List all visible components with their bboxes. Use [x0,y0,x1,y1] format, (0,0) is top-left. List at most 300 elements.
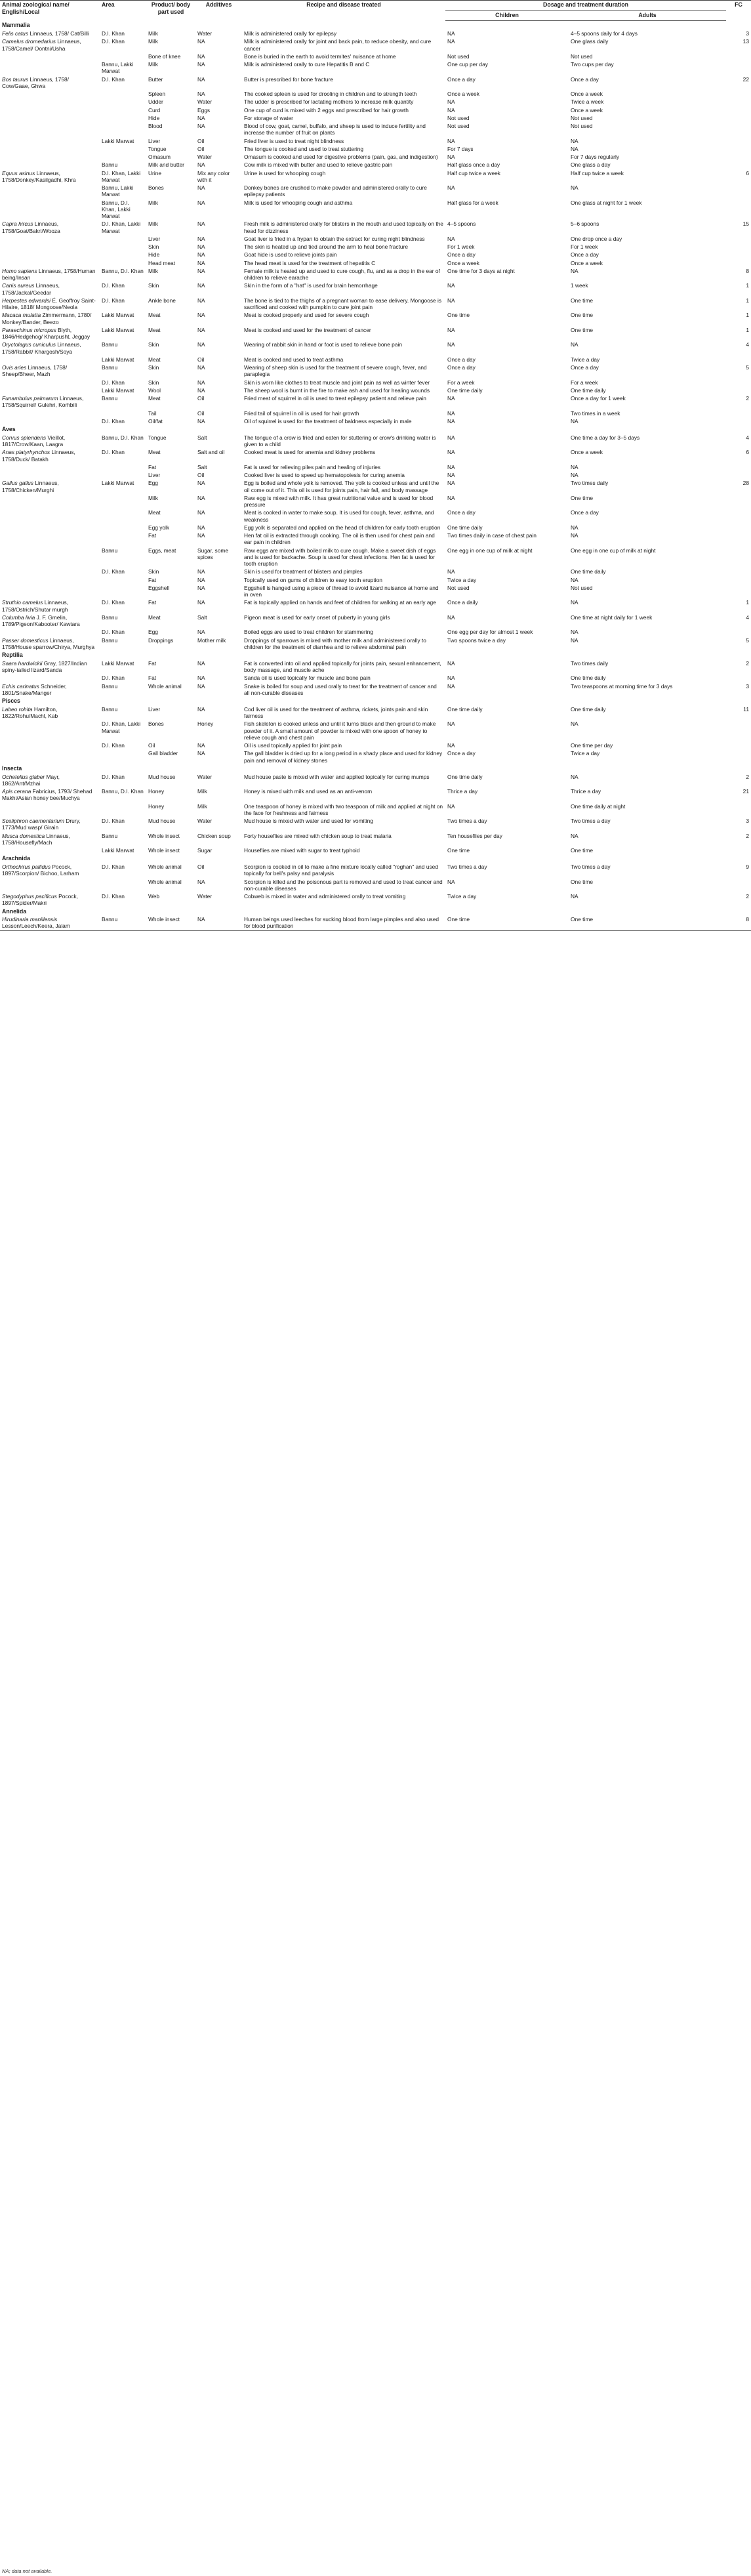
cell-animal-name [0,114,100,122]
cell-adults: Once a day [571,251,599,259]
cell-animal-name [0,720,100,741]
cell-adults: Not used [571,52,593,60]
scientific-name: Saara hardwickii [2,659,43,667]
cell-recipe: Scorpion is killed and the poisonous part is removed and used to treat cancer and non-curable diseases [244,878,443,892]
cell-product: Whole animal [148,682,182,690]
cell-adults: NA [571,472,578,479]
cell-recipe: Cooked liver is used to speed up hematopoiesis for curing anemia [244,472,405,479]
cell-animal-name [0,394,100,409]
table-row [0,394,751,409]
cell-recipe: Cobweb is mixed in water and administered orally to treat vomiting [244,893,406,900]
cell-fc [726,674,751,682]
common-name: Linnaeus, 1758/ Cow/Gaae, Ghwa [2,75,69,89]
cell-recipe: Butter is prescribed for bone fracture [244,75,333,83]
cell-recipe: Meat is cooked and used to treat asthma [244,356,344,363]
cell-children: NA [447,106,455,114]
table-row [0,547,751,568]
cell-children: NA [447,137,455,144]
cell-animal-name [0,297,100,312]
cell-children: NA [447,297,455,304]
cell-area: Lakki Marwat [102,356,134,363]
cell-children: One cup per day [447,61,488,68]
cell-additive: NA [197,364,205,371]
cell-animal-name [0,153,100,161]
cell-recipe: Milk is used for whooping cough and asthma [244,199,353,206]
cell-children: Two times daily in case of chest pain [447,532,537,539]
cell-fc [726,153,751,161]
scientific-name: Paraechinus micropus [2,326,56,333]
cell-adults: NA [571,576,578,583]
table-row [0,409,751,417]
cell-fc: 1 [746,326,749,333]
cell-product: Ankle bone [148,297,176,304]
table-row [0,584,751,599]
cell-product: Honey [148,788,165,795]
cell-children: Two spoons twice a day [447,636,506,644]
cell-area: Bannu, D.I. Khan [102,267,144,274]
cell-animal-name [0,628,100,636]
cell-product: Tail [148,409,157,417]
cell-children: NA [447,38,455,45]
cell-fc: 8 [726,915,751,930]
cell-animal-name [0,37,100,52]
cell-adults: One time daily at night [571,802,626,810]
cell-adults: NA [571,145,578,152]
cell-fc [726,90,751,98]
cell-area: D.I. Khan [102,742,125,749]
table-row [0,106,751,114]
cell-area: D.I. Khan [102,599,125,606]
cell-additive: NA [197,682,205,690]
table-row [0,379,751,386]
cell-product: Mud house [148,773,176,780]
cell-children: NA [447,235,455,242]
cell-additive: NA [197,251,205,259]
cell-adults: NA [571,720,578,728]
cell-adults: One glass a day [571,161,611,169]
cell-recipe: Boiled eggs are used to treat children for stammering [244,629,373,636]
cell-additive: NA [197,568,205,575]
cell-adults: NA [571,341,578,348]
cell-additive: NA [197,599,205,606]
cell-fc: 11 [743,705,749,713]
cell-animal-name [0,802,100,818]
cell-fc: 1 [746,297,749,304]
cell-fc [726,98,751,106]
cell-animal-name [0,878,100,893]
common-name: Linnaeus, 1758/Human being/Insan [2,267,96,281]
cell-recipe: Milk is administered orally to cure Hepatitis B and C [244,61,370,68]
cell-fc [726,846,751,854]
cell-additive: NA [197,750,205,757]
common-name: Linnaeus, 1758/Rabbit/ Khargosh/Soya [2,341,81,355]
cell-children: NA [447,720,455,728]
cell-animal-name [0,568,100,575]
cell-children: Once a day [447,509,476,516]
cell-area: D.I. Khan [102,38,125,45]
cell-adults: NA [571,524,578,531]
cell-recipe: Goat hide is used to relieve joints pain [244,251,337,259]
cell-additive: Water [197,773,213,780]
cell-recipe: Houseflies are mixed with sugar to treat typhoid [244,847,360,854]
common-name: Blyth, 1846/Hedgehog/ Kharpusht, Jeggay [2,326,91,341]
cell-adults: Two times in a week [571,409,620,417]
zootherapy-table [0,0,751,931]
cell-fc [726,145,751,153]
cell-product: Milk [148,267,158,274]
cell-product: Honey [148,802,165,810]
table-row [0,531,751,547]
common-name: Fabricius, 1793/ Shehad Makhi/Asian honey bee/Muchya [2,788,92,802]
cell-product: Meat [148,312,161,319]
cell-product: Meat [148,356,161,363]
scientific-name: Anas platyrhynchos [2,449,51,456]
cell-product: Fat [148,599,157,606]
cell-additive: Chicken soup [197,832,231,839]
cell-fc: 1 [746,282,749,289]
cell-recipe: Egg is boiled and whole yolk is removed. The yolk is cooked unless and until the oil come out of it. This oil is used for joints pain, hair fall, and body massage [244,480,439,493]
cell-children: Half glass once a day [447,161,500,169]
cell-fc [726,259,751,267]
cell-fc: 8 [746,267,749,274]
cell-animal-name [0,524,100,531]
cell-product: Blood [148,123,163,130]
cell-adults: One time daily [571,568,606,575]
cell-children: Half glass for a week [447,199,498,206]
cell-additive: NA [197,629,205,636]
cell-additive: Oil [197,145,205,152]
cell-product: Skin [148,243,159,251]
table-row [0,169,751,184]
table-row [0,122,751,137]
cell-product: Spleen [148,91,166,98]
cell-additive: NA [197,220,205,228]
cell-additive: NA [197,199,205,206]
cell-recipe: Skin is worn like clothes to treat muscle and joint pain as well as winter fever [244,379,430,386]
cell-adults: One glass at night for 1 week [571,199,642,206]
cell-children: NA [447,449,455,456]
cell-product: Web [148,893,160,900]
header-recipe: Recipe and disease treated [242,1,445,21]
cell-animal-name [0,682,100,697]
cell-recipe: For storage of water [244,114,293,121]
cell-fc [726,243,751,251]
table-row [0,494,751,509]
cell-product: Milk [148,38,158,45]
cell-animal-name [0,169,100,184]
cell-adults: One drop once a day [571,235,622,242]
cell-adults: One time a day for 3–5 days [571,434,640,441]
cell-additive: NA [197,161,205,169]
table-row [0,386,751,394]
cell-children: Not used [447,114,470,121]
cell-product: Omasum [148,154,171,161]
cell-product: Bones [148,184,164,192]
cell-product: Hide [148,114,160,121]
cell-product: Milk and butter [148,161,184,169]
cell-product: Milk [148,199,158,206]
cell-area: Lakki Marwat [102,312,134,319]
cell-animal-name [0,326,100,341]
cell-additive: Water [197,98,213,106]
cell-product: Curd [148,106,161,114]
cell-recipe: Hen fat oil is extracted through cooking. The oil is then used for chest pain and ear pain in children [244,532,435,546]
scientific-name: Echis carinatus [2,682,39,690]
cell-recipe: Honey is mixed with milk and used as an anti-venom [244,788,373,795]
cell-area: Lakki Marwat [102,137,134,144]
cell-recipe: Human beings used leeches for sucking blood from large pimples and also used for blood purification [242,915,445,930]
cell-children: NA [447,659,455,667]
cell-fc: 5 [746,364,749,371]
common-name: Hamilton, 1822/Rohu/Machl, Kab [2,705,58,720]
cell-children: NA [447,613,455,621]
common-name: Mayr, 1862/Ant/Mzhai [2,773,60,787]
cell-additive: NA [197,417,205,425]
cell-product: Liver [148,472,161,479]
cell-product: Skin [148,341,159,348]
common-name: J. F. Gmelin, 1789/Pigeon/Kabooter/ Kawtara [2,613,80,628]
cell-product: Meat [148,395,161,402]
section-row [0,907,751,916]
table-row [0,52,751,60]
cell-product: Egg [148,480,158,487]
cell-additive: Water [197,30,213,37]
header-area: Area [100,1,146,21]
cell-children: One time daily [447,524,483,531]
table-row [0,145,751,153]
common-name: Pocock, 1897/Scorpion/ Bichoo, Larham [2,863,79,877]
cell-adults: One time [571,847,593,854]
cell-area: Lakki Marwat [102,326,134,333]
cell-additive: NA [197,235,205,242]
header-name: Animal zoological name/ English/Local [0,1,100,21]
cell-area: D.I. Khan [102,818,125,825]
cell-animal-name [0,122,100,137]
table-row [0,199,751,220]
cell-fc: 5 [746,636,749,644]
cell-product: Meat [148,449,161,456]
cell-recipe: The cooked spleen is used for drooling in children and to strength teeth [244,91,417,98]
cell-additive: NA [197,114,205,121]
cell-area: D.I. Khan [102,449,125,456]
cell-adults: One time per day [571,742,613,749]
cell-adults: One time [571,297,593,304]
cell-adults: NA [571,463,578,470]
scientific-name: Capra hircus [2,220,33,228]
header-additives: Additives [195,1,242,21]
common-name: Zimmermann, 1780/ Monkey/Bander, Beezo [2,312,92,325]
cell-recipe: Raw egg is mixed with milk. It has great nutritional value and is used for blood pressure [244,494,434,509]
table-row [0,741,751,749]
cell-children: NA [447,395,455,402]
cell-recipe: Fish skeleton is cooked unless and until it turns black and then ground to make powder of it. A small amount of powder is mixed with one spoon of honey to relieve cough and chest pain [244,720,436,741]
table-row [0,846,751,854]
section-label: Reptilia [2,652,23,659]
cell-recipe: Cow milk is mixed with butter and used to relieve gastric pain [244,161,393,169]
cell-fc: 4 [746,341,749,348]
table-row [0,479,751,494]
cell-product: Meat [148,613,161,621]
section-label: Insecta [2,764,22,772]
common-name: Gray, 1827/Indian spiny-tailed lizard/Sanda [2,659,87,674]
cell-children: NA [447,472,455,479]
cell-fc [726,547,751,568]
cell-children: One time daily [447,773,483,780]
cell-adults: One time [569,915,726,930]
cell-product: Fat [148,532,157,539]
table-row [0,463,751,471]
cell-product: Meat [148,509,161,516]
common-name: Linnaeus, 1758/ Cat/Billi [28,30,89,37]
cell-product: Skin [148,364,159,371]
scientific-name: Sceliphron caementarium [2,818,64,825]
cell-product: Egg yolk [148,524,170,531]
cell-animal-name [0,471,100,479]
cell-recipe: Oil is used topically applied for joint pain [244,742,342,749]
cell-area: D.I. Khan [102,863,125,870]
cell-fc [726,356,751,364]
cell-recipe: Snake is boiled for soup and used orally to treat for the treatment of cancer and all non-curable diseases [244,682,437,696]
cell-fc: 2 [746,659,749,667]
cell-area [100,531,146,547]
cell-product: Liver [148,137,161,144]
scientific-name: Equus asinus [2,169,35,177]
cell-animal-name [0,817,100,832]
cell-product: Hide [148,251,160,259]
common-name: Vieillot, 1817/Crow/Kaan, Laagra [2,434,66,448]
scientific-name: Hirudinaria manillensis [2,916,58,923]
table-row [0,832,751,847]
table-header-row [0,1,751,11]
cell-area: Bannu [102,547,118,554]
cell-product: Skin [148,282,159,289]
cell-animal-name [0,479,100,494]
cell-fc [726,509,751,524]
cell-animal-name [0,531,100,547]
cell-recipe: Wearing of rabbit skin in hand or foot is used to relieve bone pain [244,341,403,348]
cell-adults: Once a week [571,91,603,98]
section-row [0,764,751,773]
cell-animal-name [0,311,100,326]
section-row [0,21,751,30]
cell-recipe: The bone is tied to the thighs of a pregnant woman to ease delivery. Mongoose is sacrificed and cooked with pumpkin to cure joint pain [244,297,442,311]
scientific-name: Bos taurus [2,75,29,83]
cell-adults: Two times daily [571,659,609,667]
cell-additive: NA [197,379,205,386]
cell-additive: NA [197,243,205,251]
table-row [0,524,751,531]
cell-animal-name [0,659,100,675]
cell-recipe: Fried meat of squirrel in oil is used to treat epilepsy patient and relieve pain [244,395,426,402]
cell-recipe: Female milk is heated up and used to cure cough, flu, and as a drop in the ear of children to relieve earache [244,267,440,281]
cell-fc [726,531,751,547]
cell-additive: NA [197,524,205,531]
cell-adults: 1 week [571,282,588,289]
cell-recipe: Fat is converted into oil and applied topically for joints pain, sexual enhancement, body massage, and muscle ache [244,659,441,674]
cell-adults: One time daily [571,705,606,713]
cell-animal-name [0,409,100,417]
section-label: Mammalia [2,22,30,29]
scientific-name: Gallus gallus [2,480,33,487]
cell-fc: 1 [746,599,749,606]
cell-product: Wool [148,386,161,394]
cell-recipe: Fat is topically applied on hands and feet of children for walking at an early age [244,599,436,606]
cell-recipe: Bone is buried in the earth to avoid termites' nuisance at home [244,52,396,60]
cell-recipe: Skin is used for treatment of blisters and pimples [244,568,363,575]
cell-recipe: Milk is administered orally for epilepsy [244,30,337,37]
cell-additive: NA [197,532,205,539]
cell-animal-name [0,915,100,930]
cell-recipe: The udder is prescribed for lactating mothers to increase milk quantity [244,98,414,106]
table-row [0,281,751,297]
cell-recipe: Blood of cow, goat, camel, buffalo, and sheep is used to induce fertility and increase the number of fruit on plants [244,123,426,136]
cell-additive: NA [197,480,205,487]
cell-product: Butter [148,75,163,83]
cell-area [100,509,146,524]
cell-animal-name [0,30,100,37]
common-name: Schneider, 1801/Snake/Manger [2,682,67,696]
cell-recipe: Mud house is mixed with water and used for vomiting [244,818,373,825]
cell-recipe: The head meat is used for the treatment of hepatitis C [244,259,376,266]
cell-area: Bannu, Lakki Marwat [102,184,134,198]
cell-animal-name [0,251,100,259]
cell-fc: 21 [742,788,749,795]
cell-children: NA [447,282,455,289]
cell-adults: One time [571,326,593,333]
table-body [0,21,751,930]
table-row [0,863,751,878]
header-dosage: Dosage and treatment duration [445,1,726,11]
cell-additive: Sugar [197,847,213,854]
cell-additive: Milk [197,802,207,810]
cell-children: Twice a day [447,576,477,583]
cell-additive: NA [197,184,205,192]
cell-fc: 13 [742,38,749,45]
cell-additive: Mix any color with it [197,169,230,183]
table-row [0,311,751,326]
common-name: É. Geoffroy Saint-Hilaire, 1818/ Mongoose/Neola [2,297,96,311]
cell-fc [726,409,751,417]
cell-product: Fat [148,659,157,667]
cell-fc [726,60,751,75]
cell-animal-name [0,243,100,251]
cell-product: Oil [148,742,155,749]
cell-area: Bannu [102,832,118,839]
cell-recipe: Meat is cooked in water to make soup. It is used for cough, fever, asthma, and weakness [244,509,434,523]
cell-animal-name [0,787,100,802]
cell-fc [726,628,751,636]
cell-fc: 6 [746,449,749,456]
table-row [0,568,751,575]
cell-fc: 4 [746,613,749,621]
cell-recipe: Meat is cooked properly and used for severe cough [244,312,369,319]
cell-animal-name [0,267,100,282]
cell-area: D.I. Khan [102,675,125,682]
table-row [0,60,751,75]
section-row [0,651,751,659]
cell-product: Urine [148,169,162,177]
cell-area: D.I. Khan [102,297,125,304]
cell-animal-name [0,863,100,878]
cell-recipe: The skin is heated up and tied around the arm to heal bone fracture [244,243,409,251]
cell-animal-name [0,749,100,764]
table-row [0,705,751,720]
cell-children: 4–5 spoons [447,220,476,228]
cell-children: Ten houseflies per day [447,832,502,839]
cell-additive: NA [197,91,205,98]
cell-recipe: The sheep wool is burnt in the fire to make ash and used for healing wounds [244,386,430,394]
cell-fc [726,802,751,818]
